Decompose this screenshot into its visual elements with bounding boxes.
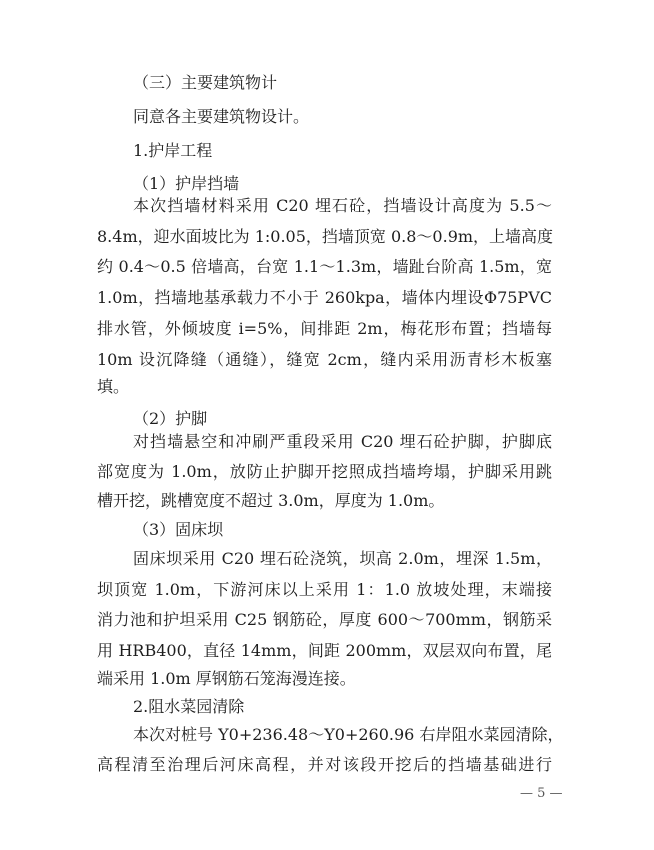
paragraph-line: 10m 设沉降缝（通缝），缝宽 2cm，缝内采用沥青杉木板塞 <box>97 350 552 369</box>
paragraph-line: 部宽度为 1.0m，放防止护脚开挖照成挡墙垮塌，护脚采用跳 <box>97 462 552 481</box>
paragraph-line: 填。 <box>97 377 130 396</box>
heading-revetment-project: 1.护岸工程 <box>133 141 213 160</box>
heading-vegetable-garden-removal: 2.阻水菜园清除 <box>133 697 245 716</box>
subheading-bed-stabilizing-dam: （3）固床坝 <box>133 520 224 539</box>
paragraph-line: 1.0m，挡墙地基承载力不小于 260kpa，墙体内埋设Φ75PVC <box>97 288 552 307</box>
paragraph-line: 排水管，外倾坡度 i=5%，间排距 2m，梅花形布置；挡墙每 <box>97 319 552 338</box>
paragraph-line: 8.4m，迎水面坡比为 1:0.05，挡墙顶宽 0.8～0.9m，上墙高度 <box>97 227 554 246</box>
paragraph-line: 用 HRB400，直径 14mm，间距 200mm，双层双向布置，尾 <box>97 641 552 660</box>
paragraph-line: 对挡墙悬空和冲刷严重段采用 C20 埋石砼护脚，护脚底 <box>133 432 552 451</box>
paragraph-line: 槽开挖，跳槽宽度不超过 3.0m，厚度为 1.0m。 <box>97 491 445 510</box>
paragraph-line: 约 0.4～0.5 倍墙高，台宽 1.1～1.3m，墙趾台阶高 1.5m，宽 <box>97 257 552 276</box>
paragraph-line: 固床坝采用 C20 埋石砼浇筑，坝高 2.0m，埋深 1.5m， <box>133 549 552 568</box>
approval-statement: 同意各主要建筑物设计。 <box>133 107 310 126</box>
subheading-toe-protection: （2）护脚 <box>133 409 208 428</box>
paragraph-line: 消力池和护坦采用 C25 钢筋砼，厚度 600～700mm，钢筋采 <box>97 610 552 629</box>
paragraph-line: 高程清至治理后河床高程，并对该段开挖后的挡墙基础进行 <box>97 755 552 774</box>
paragraph-line: 端采用 1.0m 厚钢筋石笼海漫连接。 <box>97 669 356 688</box>
section-heading-main-buildings: （三）主要建筑物计 <box>133 73 278 92</box>
page-number: — 5 — <box>520 786 563 801</box>
subheading-revetment-wall: （1）护岸挡墙 <box>133 174 240 193</box>
paragraph-line: 本次挡墙材料采用 C20 埋石砼，挡墙设计高度为 5.5～ <box>133 196 552 215</box>
paragraph-line: 坝顶宽 1.0m，下游河床以上采用 1：1.0 放坡处理，末端接 <box>97 580 552 599</box>
paragraph-line: 本次对桩号 Y0+236.48～Y0+260.96 右岸阻水菜园清除， <box>133 725 564 744</box>
